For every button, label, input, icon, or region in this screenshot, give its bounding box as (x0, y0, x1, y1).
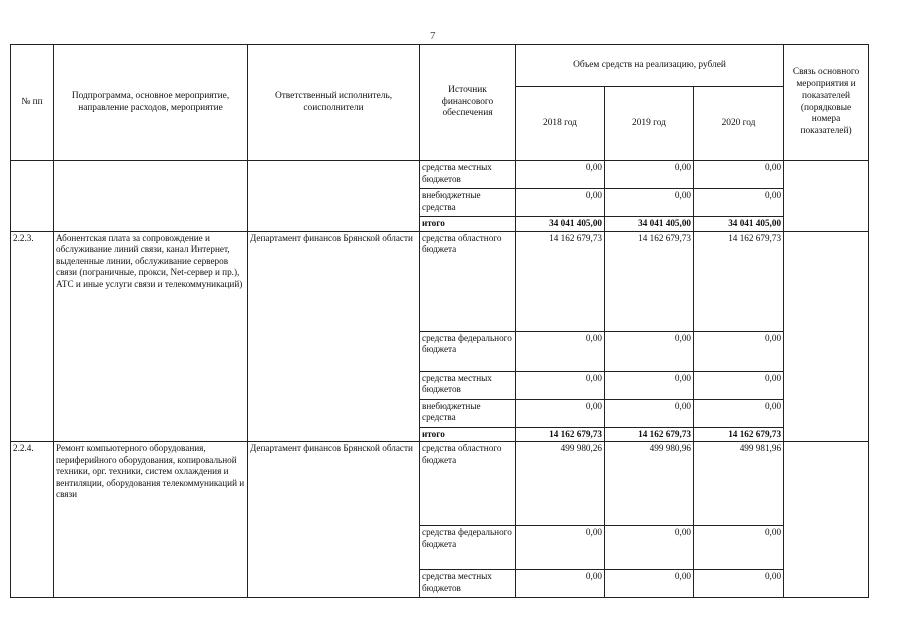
page-number-mark: 7 (430, 30, 436, 42)
cell-2020: 499 981,96 (694, 442, 784, 526)
cell-2019: 0,00 (605, 570, 694, 598)
cell-2018: 14 162 679,73 (516, 427, 605, 442)
header-year-2018: 2018 год (516, 87, 605, 161)
cell-link-empty (784, 442, 869, 598)
cell-2020: 34 041 405,00 (694, 217, 784, 232)
item-code: 2.2.4. (11, 442, 54, 598)
cell-2020: 0,00 (694, 331, 784, 371)
cell-2019: 0,00 (605, 399, 694, 427)
cell-source: средства местных бюджетов (420, 371, 516, 399)
cell-2019: 14 162 679,73 (605, 231, 694, 331)
cell-num-empty (11, 161, 54, 232)
cell-source: итого (420, 217, 516, 232)
table-row (11, 161, 869, 189)
cell-source: внебюджетные средства (420, 399, 516, 427)
cell-2020: 0,00 (694, 189, 784, 217)
cell-2018: 0,00 (516, 189, 605, 217)
cell-source: средства местных бюджетов (420, 570, 516, 598)
cell-source: средства федерального бюджета (420, 526, 516, 570)
cell-source: средства федерального бюджета (420, 331, 516, 371)
header-num: № пп (11, 45, 54, 161)
cell-executor-empty (248, 161, 420, 232)
cell-source: итого (420, 427, 516, 442)
cell-2020: 0,00 (694, 161, 784, 189)
cell-2018: 0,00 (516, 526, 605, 570)
cell-source: внебюджетные средства (420, 189, 516, 217)
cell-2018: 0,00 (516, 399, 605, 427)
cell-2018: 0,00 (516, 331, 605, 371)
cell-program-empty (54, 161, 248, 232)
header-source: Источник финансового обеспечения (420, 45, 516, 161)
cell-2018: 14 162 679,73 (516, 231, 605, 331)
cell-2019: 0,00 (605, 371, 694, 399)
cell-source: средства областного бюджета (420, 442, 516, 526)
cell-2019: 34 041 405,00 (605, 217, 694, 232)
item-code: 2.2.3. (11, 231, 54, 442)
cell-source: средства областного бюджета (420, 231, 516, 331)
cell-2019: 0,00 (605, 526, 694, 570)
cell-2019: 14 162 679,73 (605, 427, 694, 442)
item-executor: Департамент финансов Брянской области (248, 442, 420, 598)
cell-2019: 0,00 (605, 189, 694, 217)
table-row (11, 231, 869, 331)
cell-2018: 0,00 (516, 161, 605, 189)
cell-2020: 0,00 (694, 526, 784, 570)
cell-source: средства местных бюджетов (420, 161, 516, 189)
cell-2019: 0,00 (605, 331, 694, 371)
cell-2018: 499 980,26 (516, 442, 605, 526)
budget-table (10, 44, 869, 598)
header-year-2020: 2020 год (694, 87, 784, 161)
cell-2020: 14 162 679,73 (694, 231, 784, 331)
table-row (11, 442, 869, 526)
header-row-top (11, 45, 869, 87)
cell-2020: 0,00 (694, 399, 784, 427)
cell-2018: 0,00 (516, 371, 605, 399)
item-program: Абонентская плата за сопровождение и обслуживание линий связи, канал Интернет, выделенные линии, обслуживание серверов связи (пограничные, прокси, Net-сервер и пр.), АТС и иные услуги связи и телекоммуникаций) (54, 231, 248, 442)
cell-2020: 0,00 (694, 371, 784, 399)
cell-2019: 499 980,96 (605, 442, 694, 526)
cell-2020: 14 162 679,73 (694, 427, 784, 442)
header-link: Связь основного мероприятия и показателей (порядковые номера показателей) (784, 45, 869, 161)
cell-2020: 0,00 (694, 570, 784, 598)
cell-2018: 34 041 405,00 (516, 217, 605, 232)
cell-link-empty (784, 161, 869, 232)
header-year-2019: 2019 год (605, 87, 694, 161)
cell-link-empty (784, 231, 869, 442)
header-program: Подпрограмма, основное мероприятие, направление расходов, мероприятие (54, 45, 248, 161)
header-executor: Ответственный исполнитель, соисполнители (248, 45, 420, 161)
item-program: Ремонт компьютерного оборудования, периферийного оборудования, копировальной техники, орг. техники, систем охлаждения и вентиляции, оборудования телекоммуникаций и связи (54, 442, 248, 598)
item-executor: Департамент финансов Брянской области (248, 231, 420, 442)
header-volume: Объем средств на реализацию, рублей (516, 45, 784, 87)
cell-2018: 0,00 (516, 570, 605, 598)
cell-2019: 0,00 (605, 161, 694, 189)
